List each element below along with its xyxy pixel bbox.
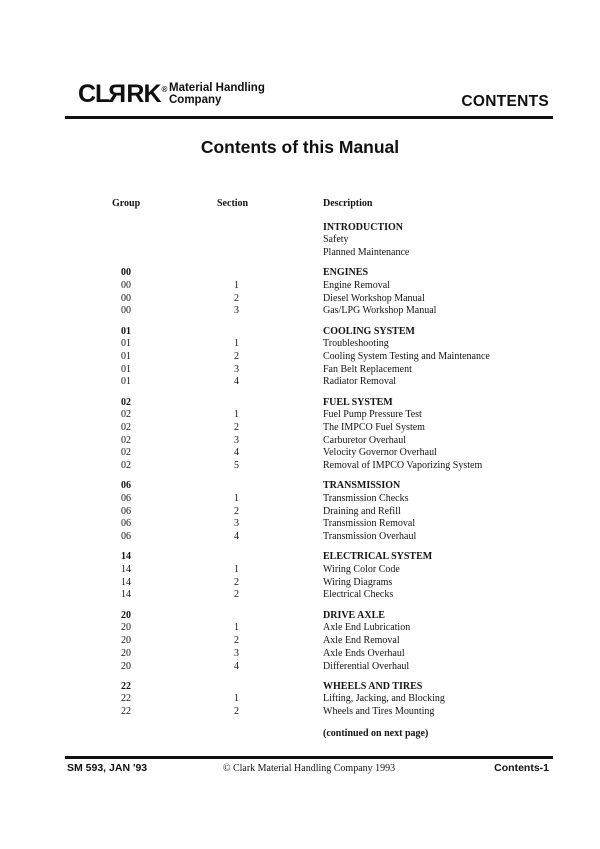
- toc-group-cell: 20: [121, 660, 131, 672]
- toc-row: [112, 493, 552, 506]
- toc-row: [112, 564, 552, 577]
- toc-group-cell: 14: [121, 589, 131, 601]
- toc-group-cell: 02: [121, 460, 131, 472]
- toc-description-cell: ENGINES: [323, 267, 369, 279]
- toc-group-cell: 22: [121, 680, 131, 692]
- page-header-label: CONTENTS: [461, 93, 549, 110]
- toc-section-00: [112, 267, 552, 318]
- toc-group-cell: 02: [121, 434, 131, 446]
- toc-group-cell: 06: [121, 480, 131, 492]
- toc-group-cell: 22: [121, 693, 131, 705]
- footer-doc-number: SM 593, JAN '93: [67, 762, 148, 774]
- toc-body: [112, 222, 552, 719]
- toc-section-cell: 3: [234, 518, 239, 530]
- toc-group-cell: 00: [121, 280, 131, 292]
- toc-description-cell: ELECTRICAL SYSTEM: [323, 551, 433, 563]
- toc-description-cell: Engine Removal: [323, 280, 390, 292]
- footer-copyright: © Clark Material Handling Company 1993: [222, 763, 396, 774]
- toc-description-cell: Diesel Workshop Manual: [323, 292, 425, 304]
- header-rule: [65, 116, 553, 119]
- toc-row: [112, 622, 552, 635]
- toc-description-cell: Removal of IMPCO Vaporizing System: [323, 460, 483, 472]
- footer-page-number: Contents-1: [494, 762, 549, 774]
- footer-rule: [65, 756, 553, 759]
- toc-group-cell: 02: [121, 396, 131, 408]
- toc-group-cell: [112, 247, 217, 260]
- toc-section-cell: 5: [234, 460, 239, 472]
- toc-description-cell: Axle End Removal: [323, 635, 400, 647]
- toc-section-cell: [217, 480, 323, 493]
- toc-row: [112, 706, 552, 719]
- toc-row: [112, 648, 552, 661]
- toc-row: [112, 376, 552, 389]
- clark-logo: [78, 80, 167, 108]
- toc-description-cell: FUEL SYSTEM: [323, 396, 393, 408]
- toc-section-cell: 2: [234, 635, 239, 647]
- toc-row: [112, 338, 552, 351]
- toc-group-cell: [112, 222, 217, 235]
- toc-section-cell: [217, 267, 323, 280]
- toc-description-cell: Transmission Removal: [323, 518, 416, 530]
- toc-section-cell: 4: [234, 376, 239, 388]
- toc-description-cell: Differential Overhaul: [323, 660, 410, 672]
- toc-description-cell: Transmission Overhaul: [323, 531, 417, 543]
- toc-section-cell: [217, 681, 323, 694]
- continued-note: (continued on next page): [323, 727, 429, 739]
- toc-description-cell: The IMPCO Fuel System: [323, 422, 425, 434]
- toc-row: [112, 364, 552, 377]
- toc-row: [112, 435, 552, 448]
- clark-logo-mirrored-letter: R: [109, 80, 127, 108]
- toc-group-cell: 14: [121, 564, 131, 576]
- toc-group-title-row: [112, 222, 552, 235]
- toc-section-cell: 4: [234, 660, 239, 672]
- toc-header-group: Group: [112, 198, 141, 209]
- toc-group-cell: 06: [121, 505, 131, 517]
- toc-row: [112, 518, 552, 531]
- toc-section-cell: 3: [234, 305, 239, 317]
- toc-description-cell: Axle End Lubrication: [323, 622, 411, 634]
- toc-description-cell: Wiring Diagrams: [323, 576, 393, 588]
- toc-group-title-row: [112, 480, 552, 493]
- toc-description-cell: COOLING SYSTEM: [323, 325, 415, 337]
- toc-section-cell: [217, 326, 323, 339]
- toc-description-cell: Lifting, Jacking, and Blocking: [323, 693, 445, 705]
- toc-description-cell: Fuel Pump Pressure Test: [323, 409, 422, 421]
- toc-group-title-row: [112, 681, 552, 694]
- toc-group-cell: 01: [121, 376, 131, 388]
- toc-section-cell: [217, 610, 323, 623]
- toc-row: [112, 506, 552, 519]
- toc-description-cell: Transmission Checks: [323, 493, 409, 505]
- toc-group-cell: 01: [121, 351, 131, 363]
- toc-group-cell: 20: [121, 609, 131, 621]
- toc-table: [112, 198, 552, 741]
- toc-section-14: [112, 551, 552, 602]
- toc-row: [112, 422, 552, 435]
- toc-group-title-row: [112, 326, 552, 339]
- toc-group-cell: 14: [121, 551, 131, 563]
- toc-section-20: [112, 610, 552, 674]
- toc-row: [112, 661, 552, 674]
- toc-group-cell: 01: [121, 338, 131, 350]
- logo-subtitle-line1: Material Handling: [169, 82, 265, 94]
- toc-section-cell: 1: [234, 622, 239, 634]
- toc-section-cell: [217, 247, 323, 260]
- clark-logo-text: CLRRK®: [78, 80, 167, 108]
- toc-group-cell: 22: [121, 706, 131, 718]
- toc-description-cell: Draining and Refill: [323, 505, 401, 517]
- toc-description-cell: WHEELS AND TIRES: [323, 680, 423, 692]
- toc-section-cell: [217, 551, 323, 564]
- toc-description-cell: Wheels and Tires Mounting: [323, 706, 435, 718]
- toc-group-title-row: [112, 551, 552, 564]
- toc-group-cell: 06: [121, 531, 131, 543]
- toc-group-cell: 20: [121, 647, 131, 659]
- registered-trademark-icon: ®: [161, 85, 167, 94]
- toc-section-intro: [112, 222, 552, 260]
- logo-subtitle-line2: Company: [169, 93, 222, 106]
- toc-row: [112, 589, 552, 602]
- toc-header-description: Description: [323, 198, 373, 209]
- toc-section-cell: 2: [234, 292, 239, 304]
- toc-description-cell: Velocity Governor Overhaul: [323, 447, 437, 459]
- toc-group-cell: 02: [121, 422, 131, 434]
- toc-row: [112, 577, 552, 590]
- toc-section-cell: 2: [234, 422, 239, 434]
- toc-row: [112, 460, 552, 473]
- toc-row: [112, 409, 552, 422]
- toc-description-cell: Safety: [323, 234, 349, 246]
- toc-section-cell: [217, 234, 323, 247]
- toc-description-cell: Fan Belt Replacement: [323, 363, 412, 375]
- toc-description-cell: Carburetor Overhaul: [323, 434, 407, 446]
- toc-group-cell: 14: [121, 576, 131, 588]
- toc-description-cell: INTRODUCTION: [323, 221, 404, 233]
- toc-row: [112, 531, 552, 544]
- toc-section-cell: 2: [234, 706, 239, 718]
- toc-description-cell: Gas/LPG Workshop Manual: [323, 305, 437, 317]
- toc-row: [112, 351, 552, 364]
- toc-group-title-row: [112, 610, 552, 623]
- toc-description-cell: TRANSMISSION: [323, 480, 401, 492]
- toc-section-02: [112, 397, 552, 473]
- toc-section-cell: 1: [234, 693, 239, 705]
- toc-row: [112, 447, 552, 460]
- toc-group-cell: 01: [121, 325, 131, 337]
- toc-row: [112, 635, 552, 648]
- toc-group-cell: 06: [121, 493, 131, 505]
- toc-group-cell: 01: [121, 363, 131, 375]
- page-title: Contents of this Manual: [200, 137, 400, 157]
- toc-description-cell: Troubleshooting: [323, 338, 389, 350]
- toc-section-cell: 3: [234, 647, 239, 659]
- toc-description-cell: Electrical Checks: [323, 589, 394, 601]
- toc-row: [112, 305, 552, 318]
- toc-section-cell: 1: [234, 280, 239, 292]
- toc-group-cell: [112, 234, 217, 247]
- toc-group-cell: 20: [121, 635, 131, 647]
- toc-section-cell: [217, 397, 323, 410]
- toc-group-cell: 06: [121, 518, 131, 530]
- toc-section-cell: 2: [234, 351, 239, 363]
- toc-section-cell: 1: [234, 564, 239, 576]
- toc-section-cell: 1: [234, 493, 239, 505]
- toc-group-cell: 02: [121, 409, 131, 421]
- toc-section-cell: [217, 222, 323, 235]
- toc-description-cell: DRIVE AXLE: [323, 609, 385, 621]
- toc-row: [112, 293, 552, 306]
- toc-section-cell: 3: [234, 363, 239, 375]
- logo-subtitle: [169, 83, 265, 106]
- toc-group-title-row: [112, 267, 552, 280]
- toc-row: [112, 280, 552, 293]
- toc-group-cell: 00: [121, 267, 131, 279]
- toc-section-22: [112, 681, 552, 719]
- toc-description-cell: Axle Ends Overhaul: [323, 647, 405, 659]
- toc-description-cell: Cooling System Testing and Maintenance: [323, 351, 490, 363]
- toc-header-section: Section: [217, 198, 249, 209]
- toc-section-cell: 1: [234, 409, 239, 421]
- toc-description-cell: Wiring Color Code: [323, 564, 400, 576]
- toc-group-title-row: [112, 397, 552, 410]
- toc-section-cell: 2: [234, 576, 239, 588]
- toc-description-cell: Planned Maintenance: [323, 247, 410, 259]
- toc-header-row: [112, 198, 552, 211]
- toc-row: [112, 693, 552, 706]
- toc-description-cell: Radiator Removal: [323, 376, 397, 388]
- toc-section-cell: 2: [234, 589, 239, 601]
- toc-section-06: [112, 480, 552, 544]
- toc-group-cell: 00: [121, 305, 131, 317]
- toc-section-cell: 3: [234, 434, 239, 446]
- toc-group-cell: 00: [121, 292, 131, 304]
- toc-group-cell: 02: [121, 447, 131, 459]
- toc-section-01: [112, 326, 552, 390]
- toc-section-cell: 2: [234, 505, 239, 517]
- toc-section-cell: 1: [234, 338, 239, 350]
- toc-group-cell: 20: [121, 622, 131, 634]
- toc-section-cell: 4: [234, 447, 239, 459]
- toc-row: [112, 247, 552, 260]
- toc-section-cell: 4: [234, 531, 239, 543]
- toc-row: [112, 234, 552, 247]
